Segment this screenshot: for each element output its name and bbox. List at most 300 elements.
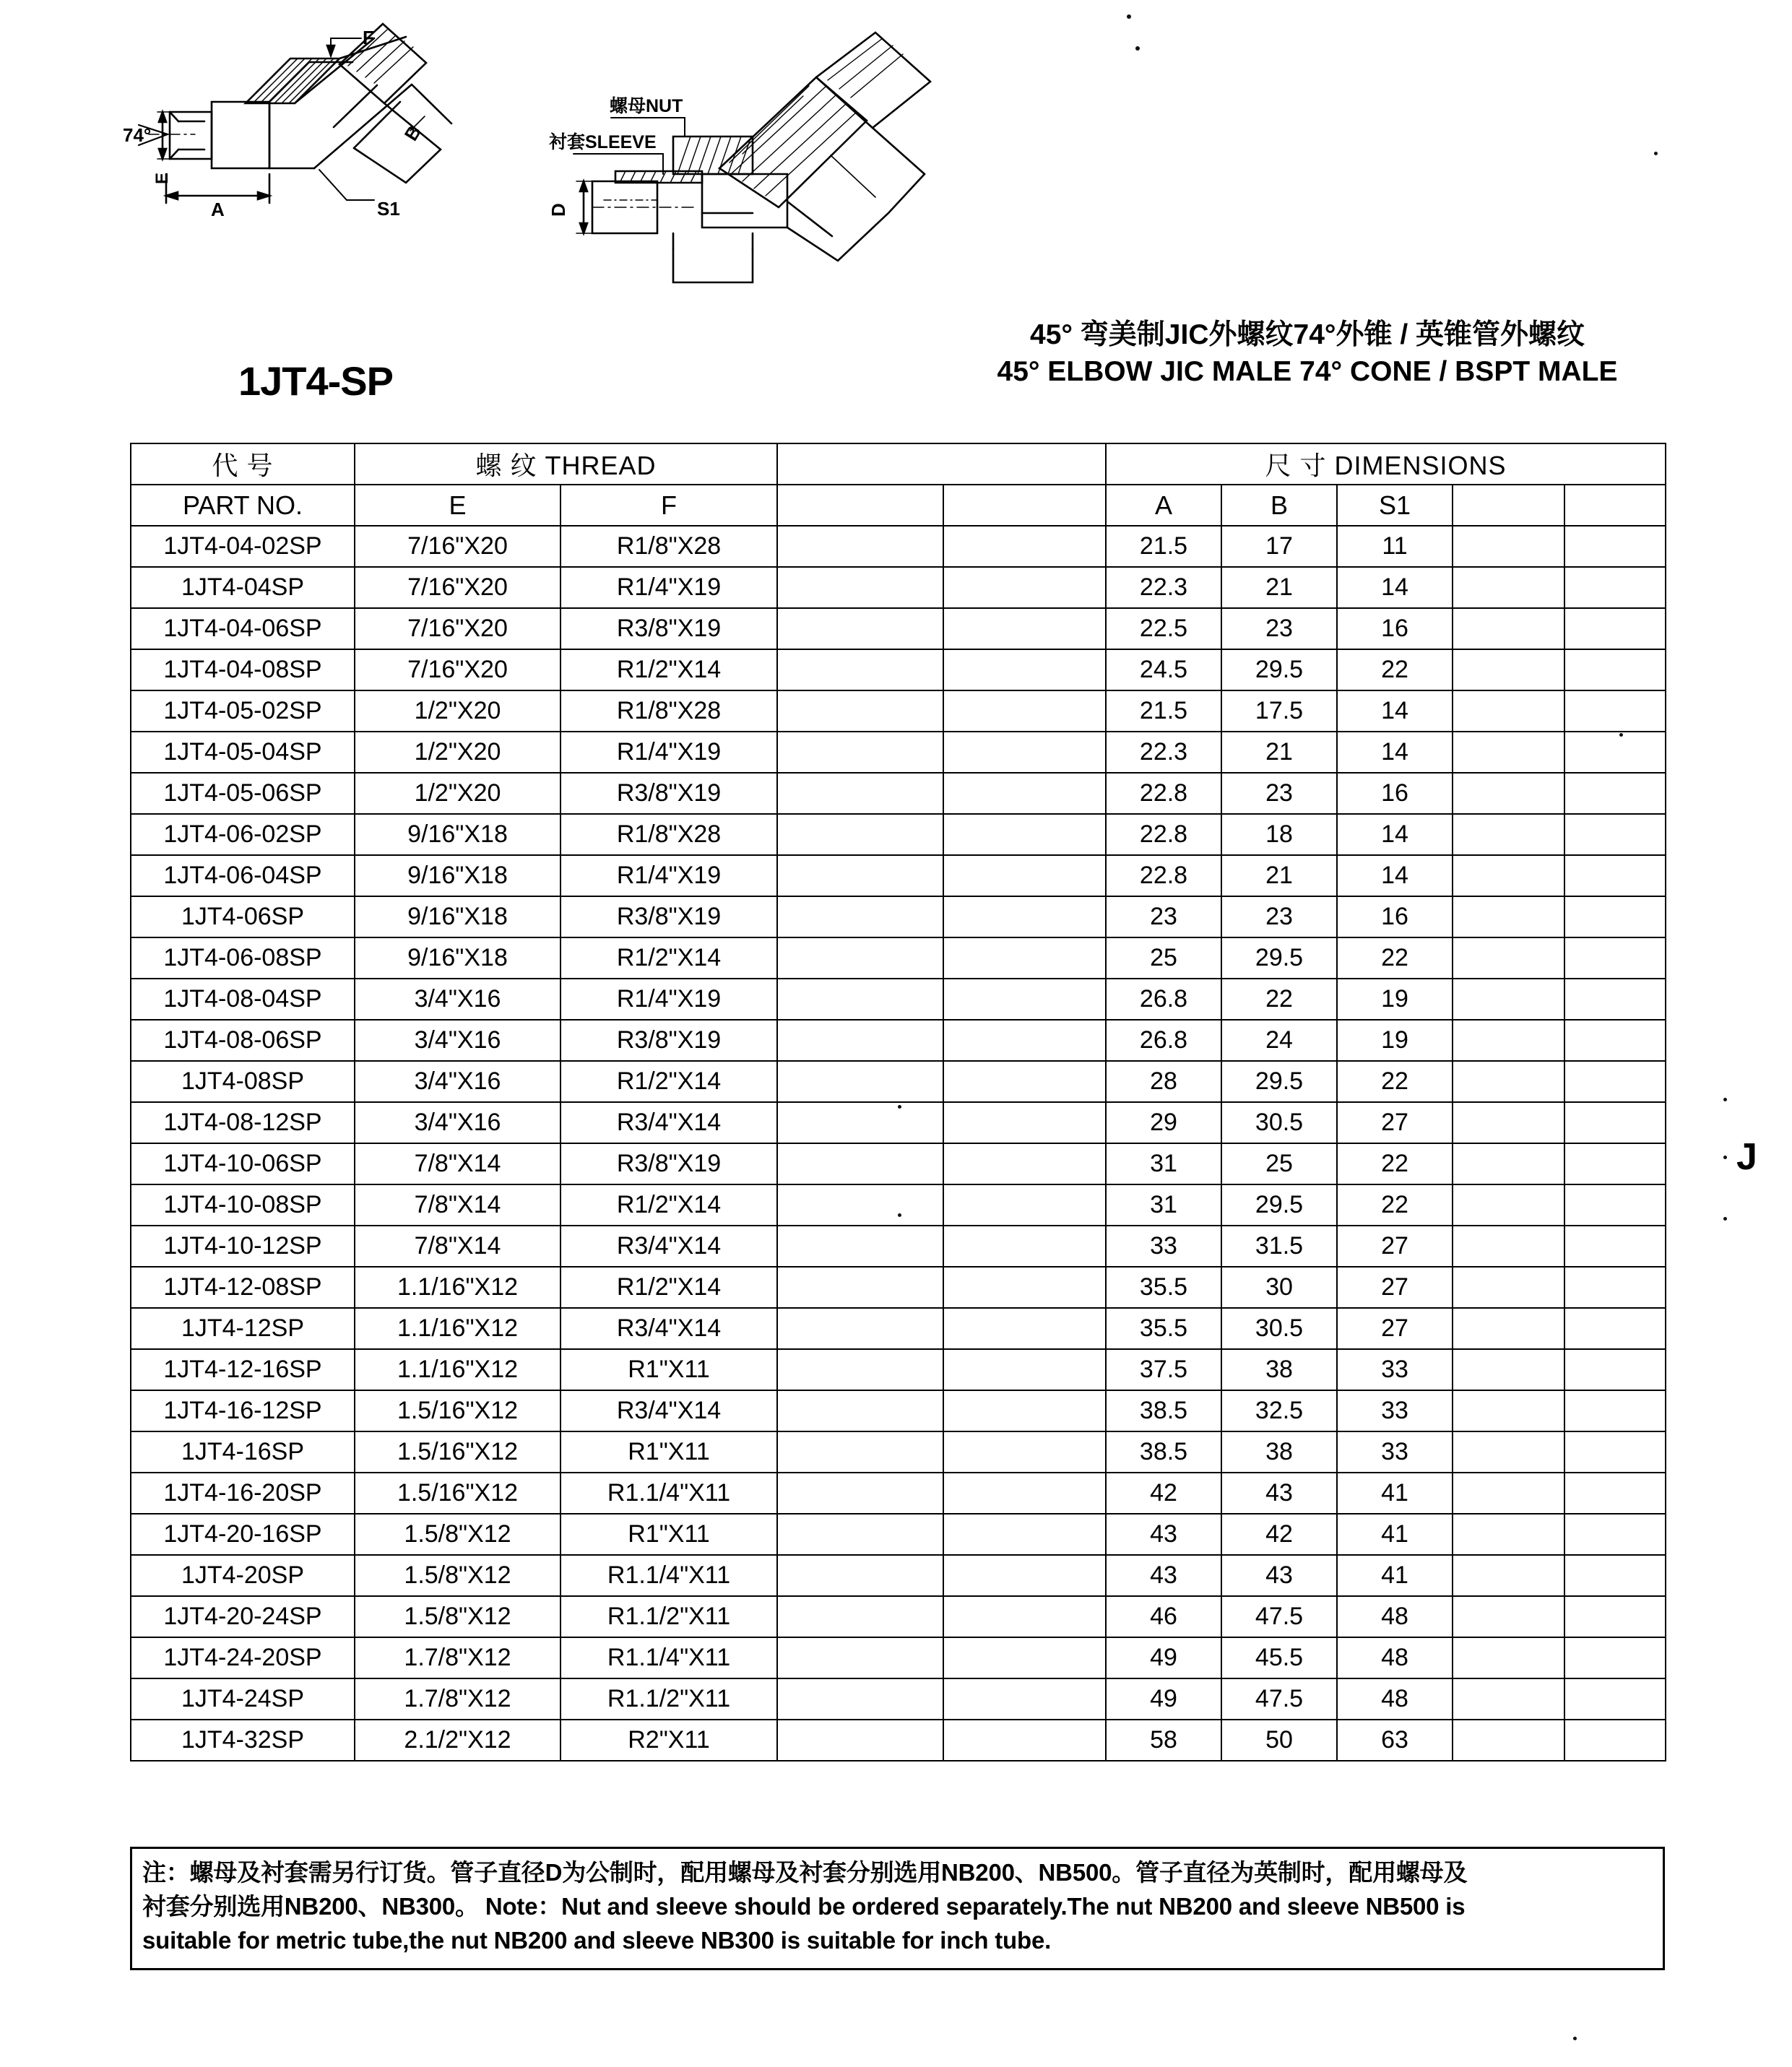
cell-dim-s1: 11 xyxy=(1337,526,1453,567)
cell-blank-4 xyxy=(1564,814,1666,855)
cell-part-no: 1JT4-12-08SP xyxy=(131,1267,355,1308)
cell-blank-3 xyxy=(1453,896,1564,937)
cell-thread-f: R3/8"X19 xyxy=(560,1020,777,1061)
table-row xyxy=(131,1473,1666,1514)
cell-dim-a: 29 xyxy=(1106,1102,1221,1143)
cell-blank-4 xyxy=(1564,1678,1666,1720)
cell-dim-s1: 14 xyxy=(1337,814,1453,855)
cell-thread-f: R2"X11 xyxy=(560,1720,777,1761)
cell-blank-3 xyxy=(1453,526,1564,567)
cell-blank-3 xyxy=(1453,1102,1564,1143)
cell-blank-3 xyxy=(1453,732,1564,773)
cell-blank-1 xyxy=(777,526,943,567)
cell-dim-b: 17 xyxy=(1221,526,1337,567)
table-group-header-row xyxy=(131,443,1666,485)
cell-dim-a: 22.8 xyxy=(1106,814,1221,855)
cell-part-no: 1JT4-04-06SP xyxy=(131,608,355,649)
header-thread-f: F xyxy=(560,485,777,526)
cell-dim-s1: 22 xyxy=(1337,1184,1453,1226)
table-row xyxy=(131,1020,1666,1061)
cell-part-no: 1JT4-05-04SP xyxy=(131,732,355,773)
cell-dim-a: 31 xyxy=(1106,1143,1221,1184)
cell-thread-f: R1/8"X28 xyxy=(560,526,777,567)
cell-dim-s1: 48 xyxy=(1337,1637,1453,1678)
cell-blank-4 xyxy=(1564,1184,1666,1226)
cell-thread-f: R3/8"X19 xyxy=(560,1143,777,1184)
cell-dim-b: 24 xyxy=(1221,1020,1337,1061)
cell-thread-f: R1/4"X19 xyxy=(560,979,777,1020)
table-row xyxy=(131,1637,1666,1678)
cell-part-no: 1JT4-04-08SP xyxy=(131,649,355,690)
cell-dim-a: 24.5 xyxy=(1106,649,1221,690)
cell-thread-f: R1/8"X28 xyxy=(560,814,777,855)
cell-part-no: 1JT4-10-08SP xyxy=(131,1184,355,1226)
cell-blank-2 xyxy=(943,896,1106,937)
cell-blank-3 xyxy=(1453,979,1564,1020)
cell-dim-a: 49 xyxy=(1106,1678,1221,1720)
cell-thread-f: R3/4"X14 xyxy=(560,1102,777,1143)
cell-dim-b: 21 xyxy=(1221,567,1337,608)
cell-dim-a: 25 xyxy=(1106,937,1221,979)
cell-thread-f: R1/4"X19 xyxy=(560,732,777,773)
cell-blank-1 xyxy=(777,690,943,732)
table-row xyxy=(131,814,1666,855)
header-dim-a: A xyxy=(1106,485,1221,526)
cell-thread-e: 1.5/16"X12 xyxy=(355,1431,560,1473)
cell-blank-4 xyxy=(1564,1431,1666,1473)
cell-blank-4 xyxy=(1564,732,1666,773)
technical-drawings-area xyxy=(0,0,1792,318)
cell-blank-4 xyxy=(1564,1102,1666,1143)
cell-thread-e: 9/16"X18 xyxy=(355,814,560,855)
cell-thread-f: R1"X11 xyxy=(560,1349,777,1390)
cell-blank-2 xyxy=(943,814,1106,855)
cell-blank-2 xyxy=(943,1143,1106,1184)
cell-dim-b: 42 xyxy=(1221,1514,1337,1555)
cell-blank-1 xyxy=(777,773,943,814)
cell-dim-b: 38 xyxy=(1221,1349,1337,1390)
cell-blank-2 xyxy=(943,1473,1106,1514)
drawing-label-b: B xyxy=(399,121,426,145)
note-line-3: suitable for metric tube,the nut NB200 and sleeve NB300 is suitable for inch tube. xyxy=(142,1926,1052,1954)
cell-part-no: 1JT4-06SP xyxy=(131,896,355,937)
cell-dim-a: 38.5 xyxy=(1106,1390,1221,1431)
table-row xyxy=(131,567,1666,608)
cell-dim-s1: 14 xyxy=(1337,855,1453,896)
table-row xyxy=(131,1720,1666,1761)
cell-blank-2 xyxy=(943,1720,1106,1761)
cell-blank-1 xyxy=(777,608,943,649)
cell-blank-1 xyxy=(777,1678,943,1720)
cell-blank-2 xyxy=(943,1596,1106,1637)
cell-thread-e: 3/4"X16 xyxy=(355,979,560,1020)
cell-dim-a: 22.3 xyxy=(1106,732,1221,773)
cell-blank-2 xyxy=(943,1061,1106,1102)
cell-part-no: 1JT4-06-02SP xyxy=(131,814,355,855)
cell-part-no: 1JT4-16-12SP xyxy=(131,1390,355,1431)
cell-dim-a: 42 xyxy=(1106,1473,1221,1514)
table-row xyxy=(131,1267,1666,1308)
table-row xyxy=(131,1184,1666,1226)
cell-part-no: 1JT4-04-02SP xyxy=(131,526,355,567)
table-row xyxy=(131,1143,1666,1184)
cell-dim-a: 22.8 xyxy=(1106,773,1221,814)
cell-dim-b: 45.5 xyxy=(1221,1637,1337,1678)
cell-blank-2 xyxy=(943,649,1106,690)
scan-speck xyxy=(1127,14,1131,19)
scan-speck xyxy=(1723,1217,1727,1221)
cell-dim-a: 22.8 xyxy=(1106,855,1221,896)
cell-blank-2 xyxy=(943,1102,1106,1143)
cell-dim-b: 21 xyxy=(1221,855,1337,896)
cell-blank-4 xyxy=(1564,1308,1666,1349)
cell-part-no: 1JT4-24-20SP xyxy=(131,1637,355,1678)
cell-thread-e: 7/8"X14 xyxy=(355,1143,560,1184)
drawing-label-a: A xyxy=(211,199,225,220)
cell-part-no: 1JT4-08-04SP xyxy=(131,979,355,1020)
cell-part-no: 1JT4-32SP xyxy=(131,1720,355,1761)
table-row xyxy=(131,1308,1666,1349)
cell-blank-2 xyxy=(943,855,1106,896)
cell-dim-b: 23 xyxy=(1221,773,1337,814)
note-line-1: 注：螺母及衬套需另行订货。管子直径D为公制时，配用螺母及衬套分别选用NB200、NB500。管子直径为英制时，配用螺母及 xyxy=(142,1859,1468,1886)
cell-blank-3 xyxy=(1453,1061,1564,1102)
cell-thread-f: R1/2"X14 xyxy=(560,937,777,979)
cell-blank-2 xyxy=(943,773,1106,814)
cell-blank-4 xyxy=(1564,526,1666,567)
header-dim-b: B xyxy=(1221,485,1337,526)
table-row xyxy=(131,1555,1666,1596)
cell-dim-s1: 14 xyxy=(1337,732,1453,773)
cell-thread-e: 3/4"X16 xyxy=(355,1061,560,1102)
cell-thread-f: R1/2"X14 xyxy=(560,1061,777,1102)
drawing-label-d: D xyxy=(547,203,569,217)
scan-speck xyxy=(1135,46,1140,51)
drawing-label-74deg: 74° xyxy=(123,124,152,146)
cell-dim-a: 58 xyxy=(1106,1720,1221,1761)
cell-dim-s1: 19 xyxy=(1337,979,1453,1020)
cell-blank-3 xyxy=(1453,1431,1564,1473)
scan-speck xyxy=(1619,733,1623,737)
cell-blank-2 xyxy=(943,1308,1106,1349)
cell-blank-3 xyxy=(1453,1143,1564,1184)
cell-dim-a: 46 xyxy=(1106,1596,1221,1637)
cell-part-no: 1JT4-16SP xyxy=(131,1431,355,1473)
cell-blank-1 xyxy=(777,1349,943,1390)
cell-blank-2 xyxy=(943,1431,1106,1473)
cell-blank-1 xyxy=(777,732,943,773)
cell-part-no: 1JT4-06-08SP xyxy=(131,937,355,979)
cell-blank-4 xyxy=(1564,1514,1666,1555)
part-family-title: 1JT4-SP xyxy=(238,358,393,404)
cell-blank-4 xyxy=(1564,1390,1666,1431)
cell-blank-3 xyxy=(1453,855,1564,896)
cell-blank-4 xyxy=(1564,1555,1666,1596)
scan-speck xyxy=(1723,1098,1727,1101)
cell-blank-3 xyxy=(1453,1720,1564,1761)
cell-thread-f: R1"X11 xyxy=(560,1431,777,1473)
cell-dim-b: 30 xyxy=(1221,1267,1337,1308)
cell-blank-1 xyxy=(777,1390,943,1431)
cell-dim-a: 21.5 xyxy=(1106,690,1221,732)
cell-dim-s1: 48 xyxy=(1337,1596,1453,1637)
cell-blank-4 xyxy=(1564,1267,1666,1308)
cell-part-no: 1JT4-20-16SP xyxy=(131,1514,355,1555)
table-row xyxy=(131,896,1666,937)
cell-thread-e: 7/16"X20 xyxy=(355,567,560,608)
cell-dim-s1: 41 xyxy=(1337,1514,1453,1555)
cell-dim-a: 38.5 xyxy=(1106,1431,1221,1473)
cell-dim-a: 37.5 xyxy=(1106,1349,1221,1390)
cell-blank-1 xyxy=(777,649,943,690)
cell-thread-f: R1.1/4"X11 xyxy=(560,1637,777,1678)
cell-blank-4 xyxy=(1564,1061,1666,1102)
cell-dim-s1: 41 xyxy=(1337,1473,1453,1514)
cell-thread-f: R1.1/4"X11 xyxy=(560,1473,777,1514)
cell-part-no: 1JT4-12-16SP xyxy=(131,1349,355,1390)
cell-dim-s1: 22 xyxy=(1337,1061,1453,1102)
cell-thread-e: 1/2"X20 xyxy=(355,732,560,773)
cell-blank-4 xyxy=(1564,937,1666,979)
drawing-label-sleeve: 衬套SLEEVE xyxy=(549,132,657,152)
cell-blank-3 xyxy=(1453,1637,1564,1678)
table-row xyxy=(131,773,1666,814)
cell-dim-s1: 22 xyxy=(1337,937,1453,979)
cell-dim-a: 28 xyxy=(1106,1061,1221,1102)
cell-blank-1 xyxy=(777,1514,943,1555)
cell-blank-2 xyxy=(943,1267,1106,1308)
cell-blank-1 xyxy=(777,1596,943,1637)
cell-thread-f: R3/8"X19 xyxy=(560,608,777,649)
cell-part-no: 1JT4-12SP xyxy=(131,1308,355,1349)
table-row xyxy=(131,732,1666,773)
cell-thread-f: R3/4"X14 xyxy=(560,1308,777,1349)
cell-blank-3 xyxy=(1453,1555,1564,1596)
cell-dim-s1: 27 xyxy=(1337,1267,1453,1308)
scan-speck xyxy=(1723,1156,1727,1159)
cell-dim-b: 23 xyxy=(1221,896,1337,937)
cell-blank-1 xyxy=(777,1102,943,1143)
cell-blank-3 xyxy=(1453,1349,1564,1390)
cell-blank-1 xyxy=(777,1637,943,1678)
cell-blank-3 xyxy=(1453,814,1564,855)
table-row xyxy=(131,1349,1666,1390)
drawing-elbow-assembly-right xyxy=(549,40,1011,321)
cell-dim-s1: 16 xyxy=(1337,896,1453,937)
specification-table xyxy=(130,443,1666,1762)
cell-dim-s1: 27 xyxy=(1337,1308,1453,1349)
specification-table-container xyxy=(130,443,1665,1762)
cell-blank-3 xyxy=(1453,1020,1564,1061)
page-marker-letter: J xyxy=(1736,1136,1757,1178)
header-part-no-cn: 代 号 xyxy=(131,443,355,485)
cell-blank-2 xyxy=(943,937,1106,979)
cell-blank-1 xyxy=(777,1473,943,1514)
cell-blank-2 xyxy=(943,1184,1106,1226)
cell-blank-2 xyxy=(943,1514,1106,1555)
cell-dim-a: 43 xyxy=(1106,1514,1221,1555)
cell-dim-s1: 33 xyxy=(1337,1390,1453,1431)
title-block xyxy=(0,318,1792,433)
cell-part-no: 1JT4-08-06SP xyxy=(131,1020,355,1061)
cell-dim-s1: 22 xyxy=(1337,1143,1453,1184)
cell-dim-s1: 14 xyxy=(1337,690,1453,732)
cell-blank-2 xyxy=(943,732,1106,773)
cell-blank-3 xyxy=(1453,690,1564,732)
cell-dim-s1: 27 xyxy=(1337,1102,1453,1143)
table-row xyxy=(131,1061,1666,1102)
cell-dim-b: 47.5 xyxy=(1221,1678,1337,1720)
cell-thread-e: 7/16"X20 xyxy=(355,608,560,649)
cell-blank-1 xyxy=(777,1720,943,1761)
table-row xyxy=(131,979,1666,1020)
header-blank-group xyxy=(777,443,1106,485)
header-part-no: PART NO. xyxy=(131,485,355,526)
cell-dim-b: 29.5 xyxy=(1221,1184,1337,1226)
cell-dim-a: 33 xyxy=(1106,1226,1221,1267)
cell-thread-e: 1/2"X20 xyxy=(355,690,560,732)
cell-thread-f: R1.1/2"X11 xyxy=(560,1596,777,1637)
cell-blank-1 xyxy=(777,937,943,979)
cell-blank-1 xyxy=(777,1431,943,1473)
product-title-chinese: 45° 弯美制JIC外螺纹74°外锥 / 英锥管外螺纹 xyxy=(1030,319,1585,350)
cell-thread-f: R3/8"X19 xyxy=(560,896,777,937)
cell-dim-s1: 27 xyxy=(1337,1226,1453,1267)
cell-part-no: 1JT4-08-12SP xyxy=(131,1102,355,1143)
cell-part-no: 1JT4-05-06SP xyxy=(131,773,355,814)
cell-thread-f: R1/8"X28 xyxy=(560,690,777,732)
cell-dim-s1: 33 xyxy=(1337,1349,1453,1390)
cell-blank-3 xyxy=(1453,1308,1564,1349)
cell-blank-1 xyxy=(777,979,943,1020)
cell-dim-b: 38 xyxy=(1221,1431,1337,1473)
cell-thread-e: 1.1/16"X12 xyxy=(355,1349,560,1390)
cell-blank-4 xyxy=(1564,1596,1666,1637)
cell-part-no: 1JT4-05-02SP xyxy=(131,690,355,732)
cell-thread-f: R3/4"X14 xyxy=(560,1226,777,1267)
table-body xyxy=(131,526,1666,1761)
cell-blank-2 xyxy=(943,1678,1106,1720)
cell-thread-e: 1.5/16"X12 xyxy=(355,1390,560,1431)
drawing-label-e: E xyxy=(152,172,172,184)
cell-blank-3 xyxy=(1453,1473,1564,1514)
table-row xyxy=(131,649,1666,690)
header-blank-2 xyxy=(943,485,1106,526)
cell-part-no: 1JT4-24SP xyxy=(131,1678,355,1720)
cell-thread-f: R1/2"X14 xyxy=(560,1184,777,1226)
header-dim-s1: S1 xyxy=(1337,485,1453,526)
cell-blank-2 xyxy=(943,567,1106,608)
cell-dim-b: 29.5 xyxy=(1221,937,1337,979)
cell-blank-4 xyxy=(1564,649,1666,690)
cell-blank-3 xyxy=(1453,1184,1564,1226)
header-thread-e: E xyxy=(355,485,560,526)
cell-dim-b: 32.5 xyxy=(1221,1390,1337,1431)
cell-blank-2 xyxy=(943,1226,1106,1267)
table-row xyxy=(131,1390,1666,1431)
drawing-elbow-section-left xyxy=(123,27,527,321)
cell-dim-b: 23 xyxy=(1221,608,1337,649)
cell-blank-1 xyxy=(777,1555,943,1596)
cell-blank-3 xyxy=(1453,773,1564,814)
cell-blank-1 xyxy=(777,1226,943,1267)
cell-dim-s1: 41 xyxy=(1337,1555,1453,1596)
cell-blank-2 xyxy=(943,1020,1106,1061)
cell-dim-b: 22 xyxy=(1221,979,1337,1020)
cell-dim-b: 17.5 xyxy=(1221,690,1337,732)
cell-blank-2 xyxy=(943,690,1106,732)
cell-blank-4 xyxy=(1564,1226,1666,1267)
cell-dim-b: 30.5 xyxy=(1221,1308,1337,1349)
cell-dim-b: 29.5 xyxy=(1221,649,1337,690)
cell-blank-3 xyxy=(1453,649,1564,690)
table-head xyxy=(131,443,1666,526)
drawing-label-f: F xyxy=(363,27,374,48)
cell-thread-f: R1"X11 xyxy=(560,1514,777,1555)
cell-thread-e: 9/16"X18 xyxy=(355,896,560,937)
cell-part-no: 1JT4-16-20SP xyxy=(131,1473,355,1514)
cell-dim-a: 23 xyxy=(1106,896,1221,937)
cell-dim-s1: 33 xyxy=(1337,1431,1453,1473)
cell-thread-e: 7/16"X20 xyxy=(355,526,560,567)
cell-blank-3 xyxy=(1453,1390,1564,1431)
cell-blank-4 xyxy=(1564,1143,1666,1184)
cell-dim-b: 18 xyxy=(1221,814,1337,855)
cell-blank-2 xyxy=(943,1555,1106,1596)
cell-thread-f: R1.1/2"X11 xyxy=(560,1678,777,1720)
cell-blank-4 xyxy=(1564,896,1666,937)
cell-blank-4 xyxy=(1564,567,1666,608)
cell-blank-1 xyxy=(777,1308,943,1349)
cell-blank-1 xyxy=(777,814,943,855)
cell-blank-4 xyxy=(1564,855,1666,896)
cell-dim-b: 43 xyxy=(1221,1555,1337,1596)
scan-speck xyxy=(898,1105,901,1109)
table-row xyxy=(131,1431,1666,1473)
cell-thread-e: 3/4"X16 xyxy=(355,1102,560,1143)
cell-blank-1 xyxy=(777,855,943,896)
cell-part-no: 1JT4-04SP xyxy=(131,567,355,608)
product-title-english: 45° ELBOW JIC MALE 74° CONE / BSPT MALE xyxy=(997,355,1618,387)
cell-thread-e: 7/16"X20 xyxy=(355,649,560,690)
cell-blank-4 xyxy=(1564,979,1666,1020)
cell-blank-2 xyxy=(943,1637,1106,1678)
cell-dim-a: 43 xyxy=(1106,1555,1221,1596)
cell-thread-e: 7/8"X14 xyxy=(355,1226,560,1267)
cell-dim-b: 47.5 xyxy=(1221,1596,1337,1637)
cell-blank-1 xyxy=(777,567,943,608)
table-row xyxy=(131,937,1666,979)
cell-dim-s1: 22 xyxy=(1337,649,1453,690)
cell-thread-e: 1.7/8"X12 xyxy=(355,1637,560,1678)
cell-thread-f: R1/2"X14 xyxy=(560,649,777,690)
table-row xyxy=(131,608,1666,649)
cell-thread-e: 1.1/16"X12 xyxy=(355,1267,560,1308)
cell-dim-a: 26.8 xyxy=(1106,979,1221,1020)
cell-blank-3 xyxy=(1453,608,1564,649)
cell-blank-3 xyxy=(1453,1596,1564,1637)
table-row xyxy=(131,526,1666,567)
cell-thread-f: R1/2"X14 xyxy=(560,1267,777,1308)
table-row xyxy=(131,855,1666,896)
table-row xyxy=(131,1514,1666,1555)
cell-thread-e: 3/4"X16 xyxy=(355,1020,560,1061)
cell-part-no: 1JT4-10-12SP xyxy=(131,1226,355,1267)
cell-thread-e: 1.5/16"X12 xyxy=(355,1473,560,1514)
cell-dim-s1: 19 xyxy=(1337,1020,1453,1061)
cell-dim-a: 35.5 xyxy=(1106,1308,1221,1349)
table-row xyxy=(131,690,1666,732)
